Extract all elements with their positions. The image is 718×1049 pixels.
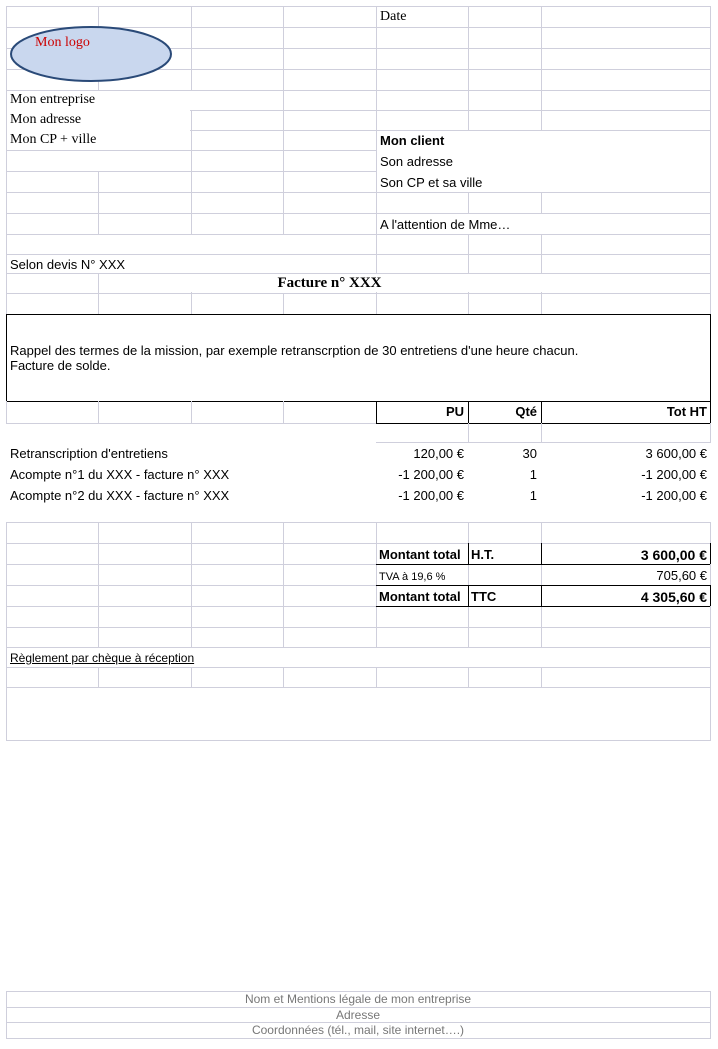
row-label: Acompte n°1 du XXX - facture n° XXX [10,467,230,482]
total-ttc-value: 4 305,60 € [640,589,707,605]
row-total: 3 600,00 € [645,446,707,461]
footer-line-2: Adresse [335,1008,381,1022]
date-label: Date [380,9,407,24]
client-name: Mon client [380,133,445,148]
company-address: Mon adresse [10,112,82,127]
quote-reference: Selon devis N° XXX [10,257,126,272]
total-ttc-label: Montant total [379,589,461,604]
mission-line-1: Rappel des termes de la mission, par exemple retranscrption de 30 entretiens d'une heure chacun. [10,343,579,358]
mission-line-2: Facture de solde. [10,358,111,373]
row-label: Acompte n°2 du XXX - facture n° XXX [10,488,230,503]
row-pu: -1 200,00 € [398,467,464,482]
row-pu: 120,00 € [413,446,464,461]
tva-value: 705,60 € [656,568,707,583]
company-logo [10,26,170,80]
row-qty: 1 [529,488,537,503]
col-header-qty: Qté [515,404,537,419]
client-address: Son adresse [380,154,453,169]
footer-line-3: Coordonnées (tél., mail, site internet….) [251,1023,465,1037]
row-total: -1 200,00 € [641,488,707,503]
col-header-total: Tot HT [666,404,707,419]
tva-label: TVA à 19,6 % [379,571,446,583]
footer-line-1: Nom et Mentions légale de mon entreprise [244,992,472,1006]
row-label: Retranscription d'entretiens [10,446,168,461]
total-ht-label: Montant total [379,547,461,562]
client-city: Son CP et sa ville [380,175,483,190]
row-qty: 1 [529,467,537,482]
company-name: Mon entreprise [10,92,96,107]
total-ht-value: 3 600,00 € [640,547,707,563]
total-ttc-suffix: TTC [471,589,497,604]
payment-terms: Règlement par chèque à réception [10,651,195,665]
row-qty: 30 [522,446,537,461]
company-city: Mon CP + ville [10,132,97,147]
row-pu: -1 200,00 € [398,488,464,503]
total-ht-suffix: H.T. [471,547,495,562]
row-total: -1 200,00 € [641,467,707,482]
logo-text: Mon logo [35,35,90,50]
col-header-pu: PU [445,404,464,419]
client-attention: A l'attention de Mme… [380,217,511,232]
invoice-title: Facture n° XXX [277,275,382,291]
